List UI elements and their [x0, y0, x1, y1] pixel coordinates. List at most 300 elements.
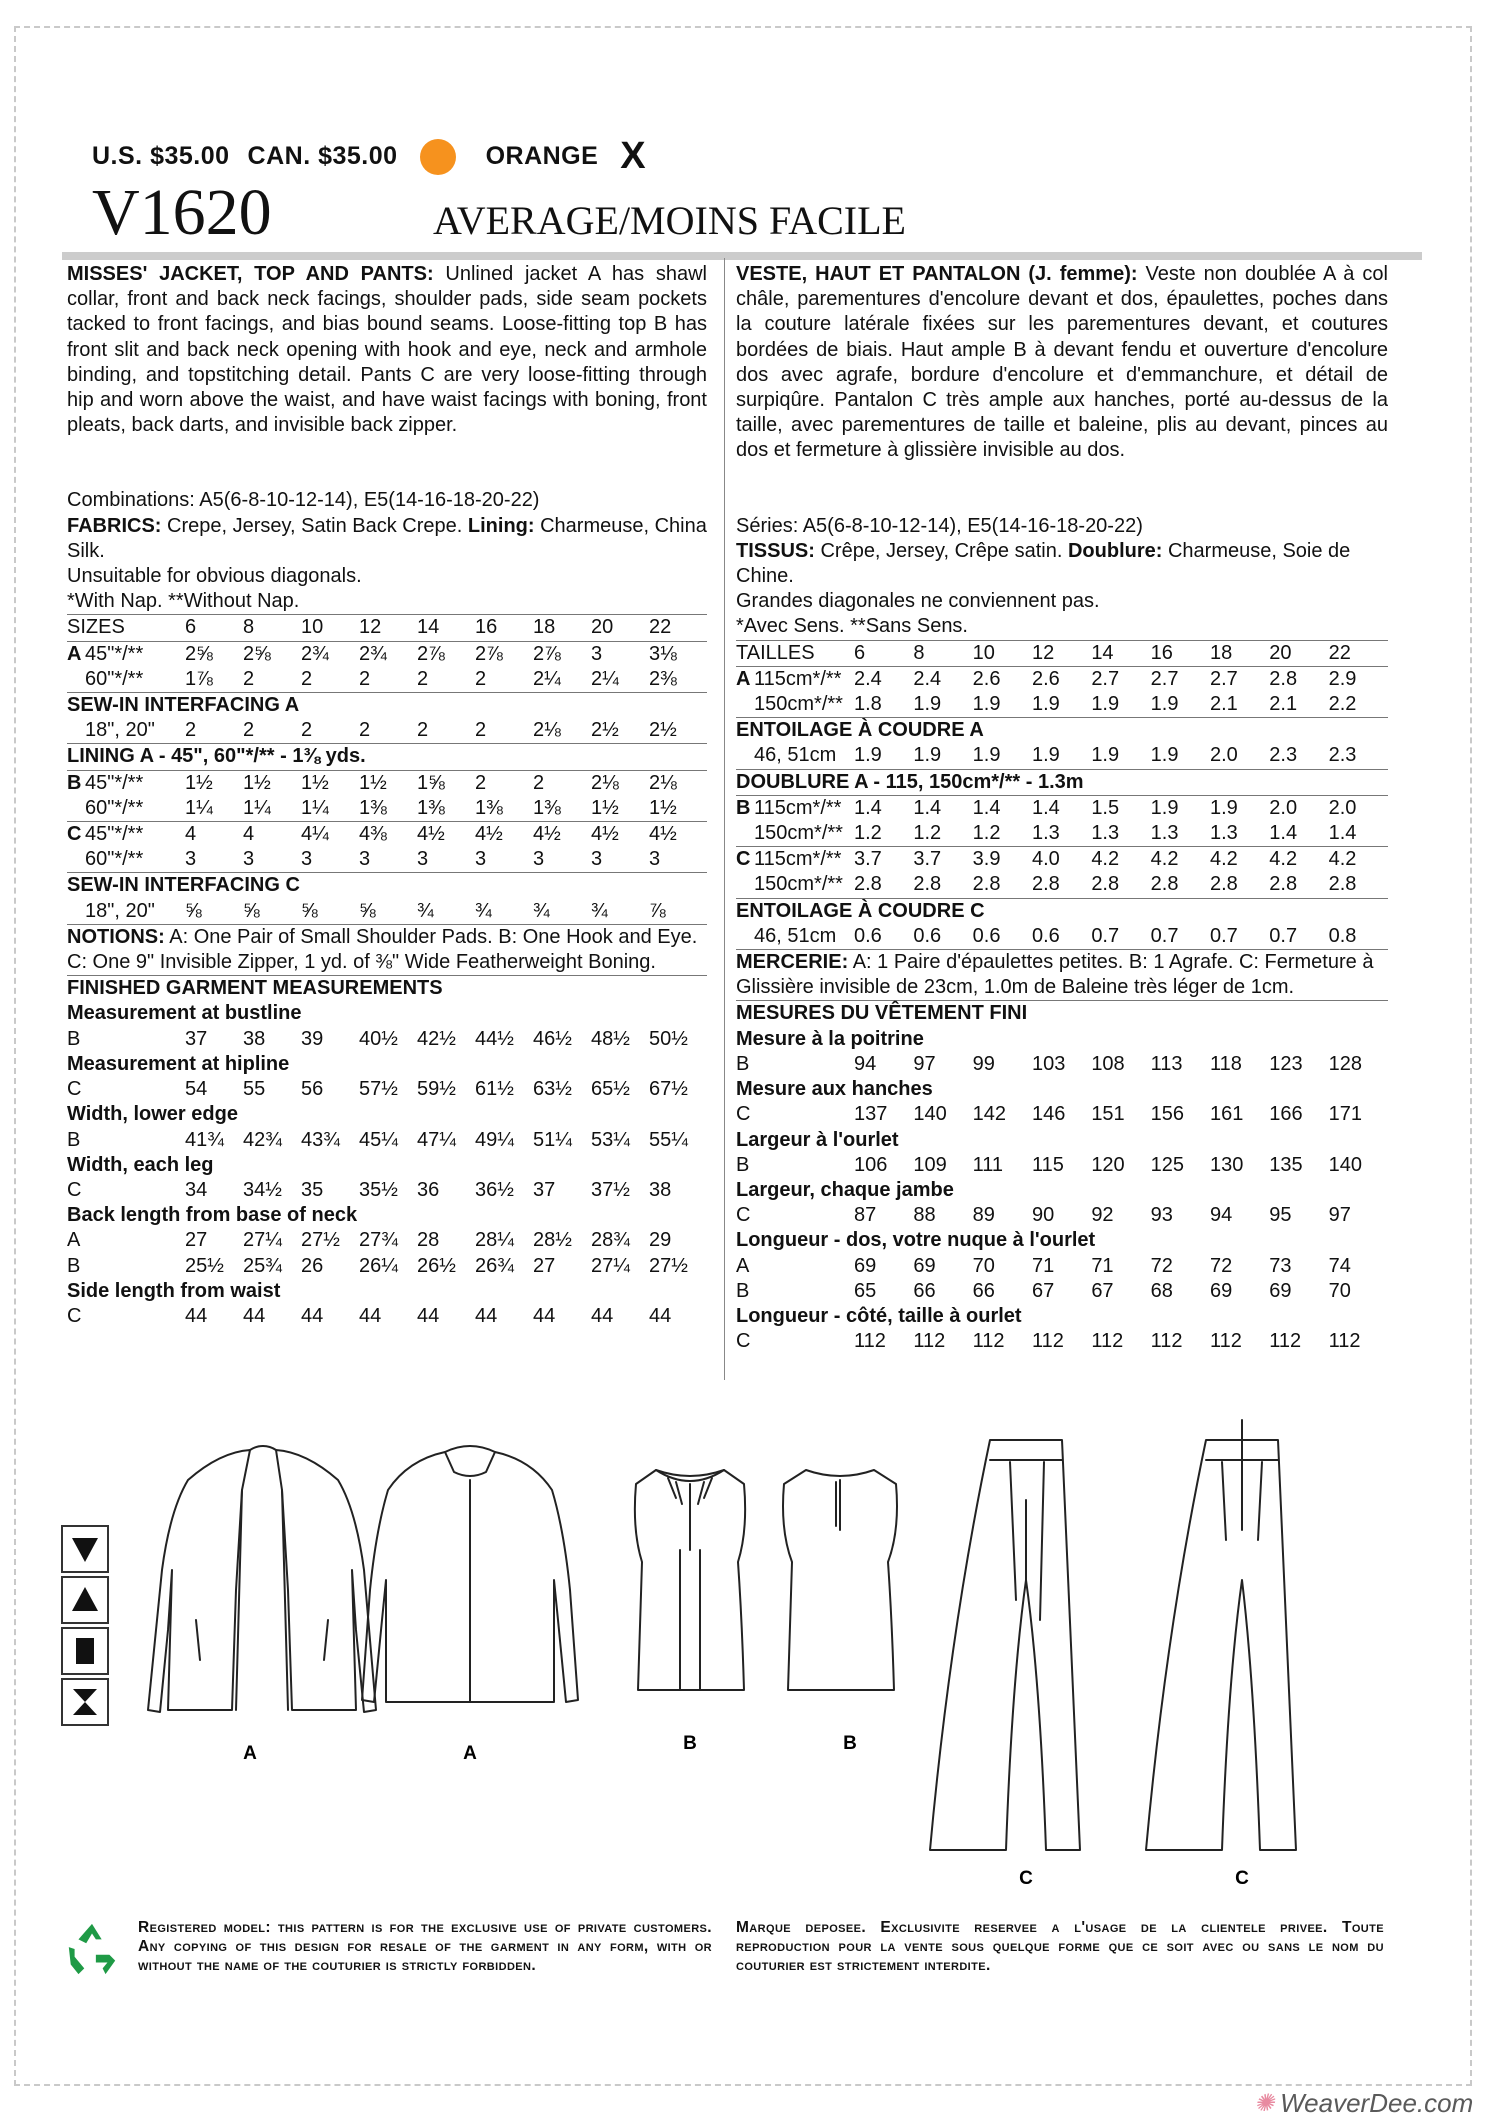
measure-value: 51¼: [533, 1128, 572, 1151]
cell: 2: [301, 667, 313, 690]
measure-value: 137: [854, 1103, 888, 1126]
cell: 2¼: [533, 667, 561, 690]
measure-value: 108: [1091, 1052, 1125, 1075]
measure-view: B: [736, 1052, 750, 1075]
cell: 2: [243, 667, 255, 690]
cell: 1.4: [973, 795, 1032, 821]
measure-value: 53¼: [591, 1128, 630, 1151]
measure-row: [736, 1052, 1388, 1077]
cell: 150cm*/**: [754, 822, 843, 845]
measure-title-row: [67, 1102, 707, 1127]
cell: 1.9: [913, 744, 942, 767]
measure-value: 69: [913, 1254, 936, 1277]
cell: B: [736, 795, 754, 821]
yardage-row: [736, 872, 1388, 898]
cell: ENTOILAGE À COUDRE C: [736, 898, 1388, 924]
measure-row: [67, 1128, 707, 1153]
measure-value: 113: [1150, 1052, 1183, 1075]
cell: 45"*/**: [85, 822, 185, 848]
cell: ⅝: [243, 899, 260, 922]
measure-title-row: [67, 1153, 707, 1178]
measure-title: Mesure aux hanches: [736, 1078, 933, 1101]
measure-value: 112: [972, 1330, 1005, 1353]
measure-value: 112: [1209, 1330, 1242, 1353]
measure-value: 27½: [649, 1254, 688, 1277]
cell: 1.9: [1031, 744, 1060, 767]
measure-value: 146: [1031, 1103, 1066, 1126]
measure-value: 68: [1150, 1279, 1173, 1302]
cell: 1¼: [185, 796, 213, 819]
yardage-table: [736, 640, 1388, 949]
cell: 46, 51cm: [754, 744, 837, 767]
description-title: VESTE, HAUT ET PANTALON (J. femme):: [736, 263, 1138, 285]
measure-title: Largeur, chaque jambe: [736, 1178, 954, 1201]
cell: 1⅝: [417, 770, 475, 796]
square-icon: [61, 1627, 109, 1675]
measure-title-row: [67, 1279, 707, 1304]
notions: [67, 924, 707, 975]
measure-value: 72: [1209, 1254, 1233, 1277]
triangle-down-icon: [61, 1525, 109, 1573]
cell: LINING A - 45", 60"*/** - 1⅜ yds.: [67, 744, 707, 770]
cell: 3⅛: [649, 641, 707, 667]
cell: 1½: [591, 796, 619, 819]
measure-value: 27: [533, 1254, 556, 1277]
cell: 22: [1329, 640, 1388, 666]
price-line: [92, 135, 664, 178]
cell: 1.4: [854, 795, 913, 821]
cell: 1.2: [972, 822, 1001, 845]
measure-value: 38: [243, 1027, 266, 1050]
measure-value: 106: [854, 1153, 888, 1176]
cell: 4½: [417, 822, 475, 848]
cell: 1⅜: [475, 796, 503, 819]
measure-value: 25½: [185, 1254, 224, 1277]
cell: 18: [533, 615, 591, 641]
cell: 2⅛: [649, 770, 707, 796]
cell: 2.3: [1328, 744, 1357, 767]
cell: 2: [359, 667, 371, 690]
cell: 2.8: [854, 873, 882, 896]
cell: [736, 872, 754, 898]
cell: ¾: [417, 899, 434, 922]
measure-value: 44: [591, 1304, 614, 1327]
can-price: CAN. $35.00: [247, 142, 398, 170]
cell: 18", 20": [85, 719, 155, 742]
cell: 1½: [359, 770, 417, 796]
lining-label: Doublure:: [1067, 539, 1163, 562]
label-b-back: B: [843, 1733, 857, 1754]
measure-row: [736, 1102, 1388, 1127]
measure-title: Measurement at bustline: [67, 1002, 302, 1025]
cell: 2.9: [1329, 666, 1388, 692]
cell: 2⅛: [533, 719, 561, 742]
measure-view: B: [736, 1153, 750, 1176]
label-b-front: B: [683, 1733, 697, 1754]
cell: 4½: [591, 822, 649, 848]
cell: 2½: [591, 719, 619, 742]
cell: 1.9: [1150, 693, 1179, 716]
cell: 2⅞: [417, 641, 475, 667]
cell: 4½: [649, 822, 707, 848]
cell: 10: [973, 640, 1032, 666]
cell: 4.2: [1151, 847, 1210, 873]
measure-row: [736, 1254, 1388, 1279]
measure-value: 89: [972, 1204, 995, 1227]
measure-value: 26: [301, 1254, 324, 1277]
cell: 2.4: [854, 666, 913, 692]
cell: 12: [1032, 640, 1091, 666]
measure-value: 97: [1328, 1204, 1351, 1227]
cell: 2.7: [1091, 666, 1150, 692]
cell: 2: [243, 719, 255, 742]
cell: 2.8: [1328, 873, 1357, 896]
measure-value: 135: [1269, 1153, 1303, 1176]
cell: 0.6: [913, 924, 942, 947]
cell: 1.4: [913, 795, 972, 821]
yardage-row: [736, 795, 1388, 821]
cell: 2.7: [1210, 666, 1269, 692]
cell: 8: [913, 640, 972, 666]
cell: [67, 899, 85, 924]
cell: [67, 718, 85, 744]
measure-row: [67, 1077, 707, 1102]
interfacing-a-row: [736, 743, 1388, 769]
finished-measurements-table: [67, 975, 707, 1329]
cell: 16: [1151, 640, 1210, 666]
jacket-a-back-illustration: [362, 1446, 578, 1702]
cell: 2⅞: [475, 641, 533, 667]
measure-value: 54: [185, 1078, 208, 1101]
cell: 0.7: [1269, 924, 1298, 947]
measure-value: 37: [533, 1178, 556, 1201]
interfacing-c-row: [67, 899, 707, 924]
cell: 1⅞: [185, 667, 213, 690]
unsuitable-note: Grandes diagonales ne conviennent pas.: [736, 590, 1100, 613]
measure-view: B: [67, 1027, 81, 1050]
finished-measurements-table: [736, 1000, 1388, 1354]
measure-value: 140: [1328, 1153, 1362, 1176]
cell: 1⅜: [417, 796, 445, 819]
measure-title: Longueur - côté, taille à ourlet: [736, 1304, 1022, 1327]
fabrics: [736, 539, 1388, 589]
measure-row: [736, 1203, 1388, 1228]
measure-value: 65: [854, 1279, 877, 1302]
measure-value: 69: [854, 1254, 877, 1277]
measure-value: 112: [854, 1330, 886, 1353]
interfacing-a-heading: [67, 693, 707, 719]
measure-value: 55: [243, 1078, 266, 1101]
cell: 2.6: [973, 666, 1032, 692]
cell: 0.7: [1150, 924, 1179, 947]
cell: A: [736, 666, 754, 692]
measure-value: 44: [243, 1304, 266, 1327]
measure-value: 26¼: [359, 1254, 398, 1277]
measure-value: 71: [1031, 1254, 1055, 1277]
measure-value: 65½: [591, 1078, 630, 1101]
measure-title: Side length from waist: [67, 1279, 281, 1302]
measure-value: 44: [185, 1304, 208, 1327]
measure-view: C: [67, 1304, 82, 1327]
cell: 0.6: [854, 924, 882, 947]
cell: 4.2: [1329, 847, 1388, 873]
measure-value: 27¼: [591, 1254, 630, 1277]
cell: 3: [533, 848, 545, 871]
cell: 1⅜: [533, 796, 561, 819]
cell: 2⅛: [591, 770, 649, 796]
label-c-back: C: [1235, 1868, 1249, 1889]
cell: [736, 692, 754, 718]
cell: 2¼: [591, 667, 619, 690]
sizes-row: [67, 615, 707, 641]
measure-value: 63½: [533, 1078, 572, 1101]
cell: 115cm*/**: [754, 795, 854, 821]
cell: 2.1: [1209, 693, 1238, 716]
legal-notice-french: Marque deposee. Exclusivite reservee a l'usage de la clientele privee. Toute reproduction pour la vente sous quelque forme que ce soit avec ou sans le nom du couturier est strictement interdite.: [736, 1919, 1384, 1974]
measure-title: Largeur à l'ourlet: [736, 1128, 899, 1151]
yardage-row: [67, 641, 707, 667]
measure-value: 130: [1209, 1153, 1244, 1176]
cell: 1.3: [1150, 822, 1179, 845]
measure-value: 34½: [243, 1178, 282, 1201]
cell: 14: [1091, 640, 1150, 666]
cell: SEW-IN INTERFACING A: [67, 693, 707, 719]
measure-value: 112: [1150, 1330, 1183, 1353]
measure-row: [736, 1153, 1388, 1178]
measure-title-row: [736, 1228, 1388, 1253]
cell: 3: [185, 848, 197, 871]
cell: 60"*/**: [85, 796, 144, 819]
measure-value: 67½: [649, 1078, 688, 1101]
cell: 14: [417, 615, 475, 641]
measure-title: Longueur - dos, votre nuque à l'ourlet: [736, 1229, 1096, 1252]
measure-value: 70: [1328, 1279, 1351, 1302]
cell: 0.7: [1091, 924, 1120, 947]
cell: 2: [359, 719, 371, 742]
measure-value: 87: [854, 1204, 877, 1227]
measure-value: 56: [301, 1078, 324, 1101]
combinations: Séries: A5(6-8-10-12-14), E5(14-16-18-20-22): [736, 514, 1143, 537]
cell: SEW-IN INTERFACING C: [67, 873, 707, 899]
cell: 2.0: [1269, 795, 1328, 821]
measure-value: 120: [1091, 1153, 1125, 1176]
finished-heading: FINISHED GARMENT MEASUREMENTS: [67, 976, 707, 1002]
cell: 10: [301, 615, 359, 641]
cell: ¾: [475, 899, 492, 922]
description: [67, 262, 707, 438]
symbol-legend: [61, 1525, 109, 1729]
cell: 6: [185, 615, 243, 641]
cell: 3.7: [854, 847, 913, 873]
measure-value: 99: [972, 1052, 995, 1075]
description-body: Veste non doublée A à col châle, parementures d'encolure devant et dos, épaulettes, poches dans la couture latérale fixées sur les parementures devant, et coutures bordées de biais. Haut ample B à devant fendu et ouverture d'encolure dos avec agrafe, bordure d'encolure et d'emmanchure, et détail de surpiqûre. Pantalon C très ample aux hanches, porté au-dessus de la taille, avec parementures de taille et baleine, plis au devant, pinces au dos et fermeture à glissière invisible au dos.: [736, 263, 1388, 462]
measure-value: 90: [1031, 1204, 1055, 1227]
measure-row: [736, 1329, 1388, 1354]
cell: 1.4: [1032, 795, 1091, 821]
measure-value: 27: [185, 1229, 208, 1252]
measure-value: 59½: [417, 1078, 456, 1101]
pants-c-front-illustration: [930, 1440, 1080, 1850]
cell: 1.9: [1150, 744, 1179, 767]
measure-title: Width, each leg: [67, 1153, 214, 1176]
yardage-row: [736, 847, 1388, 873]
cell: 3: [591, 848, 603, 871]
measure-value: 44: [417, 1304, 440, 1327]
measure-value: 37: [185, 1027, 208, 1050]
measure-value: 48½: [591, 1027, 630, 1050]
cell: 4½: [533, 822, 591, 848]
finished-heading-row: [736, 1001, 1388, 1027]
legal-notice-english: Registered model: this pattern is for the exclusive use of private customers. Any copying of this design for resale of the garment in any form, with or without the name of the couturier is strictly forbidden.: [138, 1919, 712, 1974]
measure-value: 171: [1328, 1103, 1362, 1126]
measure-value: 93: [1150, 1204, 1173, 1227]
measure-value: 112: [913, 1330, 946, 1353]
measure-value: 161: [1209, 1103, 1244, 1126]
cell: 2.8: [1091, 873, 1120, 896]
measure-value: 70: [972, 1254, 995, 1277]
hourglass-icon: [61, 1678, 109, 1726]
us-price: U.S. $35.00: [92, 142, 230, 170]
measure-value: 112: [1328, 1330, 1361, 1353]
cell: 6: [854, 640, 913, 666]
cell: 2.8: [1150, 873, 1179, 896]
measure-view: B: [67, 1254, 81, 1277]
measure-value: 26½: [417, 1254, 456, 1277]
measure-value: 140: [913, 1103, 947, 1126]
measure-title-row: [67, 1052, 707, 1077]
cell: 1½: [301, 770, 359, 796]
cell: 2.0: [1209, 744, 1238, 767]
cell: 3: [301, 848, 313, 871]
measure-view: A: [736, 1254, 750, 1277]
cell: 2.4: [913, 666, 972, 692]
pants-c-back-illustration: [1146, 1420, 1296, 1850]
measure-value: 55¼: [649, 1128, 688, 1151]
cell: 2½: [649, 719, 677, 742]
cell: 1.9: [1210, 795, 1269, 821]
cell: 1.9: [1151, 795, 1210, 821]
lining-a-heading: [736, 769, 1388, 795]
notions-label: NOTIONS:: [67, 925, 165, 948]
cell: [67, 796, 85, 822]
cell: 2⅝: [185, 641, 243, 667]
nap-note: *Avec Sens. **Sans Sens.: [736, 615, 968, 638]
cell: 45"*/**: [85, 770, 185, 796]
cell: 1.2: [854, 822, 882, 845]
cell: 4.0: [1032, 847, 1091, 873]
cell: 2.6: [1032, 666, 1091, 692]
spacer: [736, 464, 1388, 514]
measure-value: 29: [649, 1229, 672, 1252]
lining-list: Charmeuse, Soie de Chine.: [736, 539, 1351, 588]
measure-value: 45¼: [359, 1128, 398, 1151]
measure-value: 111: [972, 1153, 1004, 1176]
cell: 2: [417, 667, 429, 690]
cell: 1.3: [1031, 822, 1060, 845]
cell: 1½: [649, 796, 677, 819]
measure-value: 28¾: [591, 1229, 630, 1252]
measure-value: 28½: [533, 1229, 572, 1252]
notions-label: MERCERIE:: [736, 951, 849, 974]
measure-value: 50½: [649, 1027, 688, 1050]
measure-value: 41¾: [185, 1128, 224, 1151]
measure-value: 112: [1269, 1330, 1302, 1353]
measure-value: 67: [1091, 1279, 1114, 1302]
measure-title-row: [67, 1203, 707, 1228]
measure-value: 109: [913, 1153, 947, 1176]
measure-value: 44: [301, 1304, 324, 1327]
measure-value: 28: [417, 1229, 440, 1252]
difficulty-label: AVERAGE/MOINS FACILE: [433, 198, 906, 243]
cell: 1.5: [1091, 795, 1150, 821]
french-column: [736, 262, 1388, 1354]
cell: 0.7: [1209, 924, 1238, 947]
measure-row: [67, 1254, 707, 1279]
fabrics-label: TISSUS:: [736, 539, 815, 562]
measure-value: 166: [1269, 1103, 1303, 1126]
cell: ⅞: [649, 899, 666, 922]
combinations: Combinations: A5(6-8-10-12-14), E5(14-16-18-20-22): [67, 489, 540, 512]
finished-heading-row: [67, 976, 707, 1002]
measure-title: Width, lower edge: [67, 1103, 238, 1126]
cell: 2.8: [1209, 873, 1238, 896]
measure-title: Measurement at hipline: [67, 1052, 290, 1075]
measure-title-row: [736, 1027, 1388, 1052]
measure-value: 57½: [359, 1078, 398, 1101]
measure-value: 97: [913, 1052, 936, 1075]
measure-value: 66: [913, 1279, 936, 1302]
measure-value: 47¼: [417, 1128, 456, 1151]
cell: 0.6: [1031, 924, 1060, 947]
measure-value: 95: [1269, 1204, 1292, 1227]
cell: TAILLES: [736, 640, 854, 666]
measure-value: 72: [1150, 1254, 1173, 1277]
notions: [736, 949, 1388, 1000]
yardage-row: [736, 692, 1388, 718]
cell: [67, 667, 85, 693]
label-a-front: A: [243, 1743, 257, 1764]
top-b-front-illustration: [635, 1470, 745, 1690]
cell: 1½: [243, 770, 301, 796]
cell: 1¼: [301, 796, 329, 819]
cell: ⅝: [359, 899, 376, 922]
measure-value: 112: [1091, 1330, 1124, 1353]
measure-value: 27¾: [359, 1229, 398, 1252]
measure-value: 34: [185, 1178, 208, 1201]
fabrics-label: FABRICS:: [67, 514, 162, 537]
cell: 2⅜: [649, 667, 677, 690]
cell: 1.9: [972, 693, 1001, 716]
measure-value: 36½: [475, 1178, 514, 1201]
cell: 2.8: [1269, 666, 1328, 692]
cell: 2: [301, 719, 313, 742]
header-rule: [62, 252, 1422, 260]
cell: 2: [475, 667, 487, 690]
lining-label: Lining:: [467, 514, 535, 537]
cell: 2: [417, 719, 429, 742]
cell: 3: [591, 641, 649, 667]
fabrics-list: Crepe, Jersey, Satin Back Crepe.: [161, 514, 468, 537]
garment-illustrations: [0, 1380, 1500, 1900]
cell: 3: [359, 848, 371, 871]
measure-value: 123: [1269, 1052, 1303, 1075]
measure-row: [67, 1228, 707, 1253]
cell: 2: [475, 770, 533, 796]
cell: 115cm*/**: [754, 847, 854, 873]
cell: 1.4: [1269, 822, 1298, 845]
fabrics-list: Crêpe, Jersey, Crêpe satin.: [814, 539, 1068, 562]
lining-a-heading: [67, 744, 707, 770]
